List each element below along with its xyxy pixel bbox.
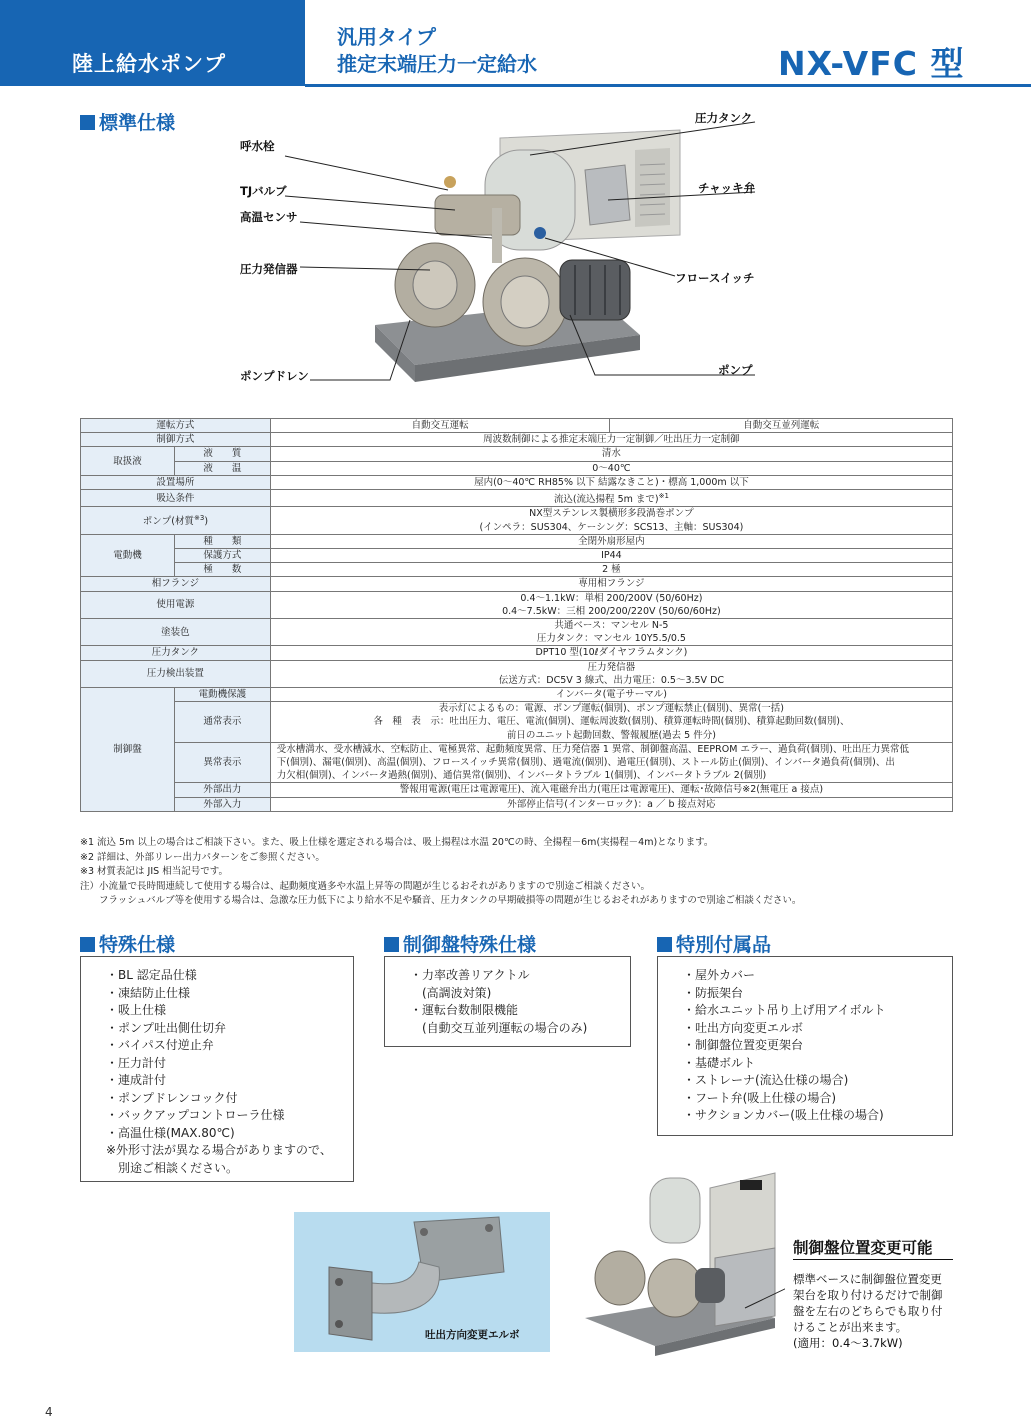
- pipe: [492, 208, 502, 263]
- table-row: [81, 419, 953, 433]
- table-cell: 制御方式: [81, 433, 271, 447]
- panel-change-text: 標準ベースに制御盤位置変更 架台を取り付けるだけで制御 盤を左右のどちらでも取り付 けることが出来ます。 (適用：0.4～3.7kW): [793, 1272, 943, 1350]
- list-item: ・連成計付: [106, 1073, 167, 1087]
- footnote: 注）小流量で長時間連続して使用する場合は、起動頻度過多や水温上昇等の問題が生じるおそれがありますので別途ご相談ください。: [80, 880, 651, 892]
- table-cell: 自動交互並列運転: [610, 419, 953, 433]
- table-cell: 使用電源: [81, 591, 271, 618]
- pump-left: [595, 1251, 645, 1305]
- panel-display: [740, 1180, 762, 1190]
- subtitle: [337, 24, 537, 78]
- table-cell: 電動機: [81, 534, 175, 577]
- list-item: ・ストレーナ(流込仕様の場合): [683, 1073, 849, 1087]
- table-cell: 外部出力: [174, 783, 270, 797]
- panel-change-photo: [575, 1168, 785, 1358]
- table-cell: 制御盤: [81, 688, 175, 812]
- footnotes: [80, 836, 801, 909]
- table-cell: 異常表示: [174, 742, 270, 783]
- table-cell: 清水: [270, 447, 952, 461]
- table-cell: 通常表示: [174, 702, 270, 743]
- section-marker: [80, 937, 95, 952]
- label-tj-valve: TJバルブ: [240, 184, 287, 198]
- table-cell: 相フランジ: [81, 577, 271, 591]
- table-cell: 外部停止信号(インターロック)：a ／ b 接点対応: [270, 797, 952, 811]
- table-cell: インバータ(電子サーマル): [270, 688, 952, 702]
- page-number: 4: [45, 1405, 53, 1419]
- table-cell: 専用相フランジ: [270, 577, 952, 591]
- table-row: [81, 507, 953, 534]
- section-marker: [657, 937, 672, 952]
- list-item: ・圧力計付: [106, 1055, 167, 1070]
- label-priming-plug: 呼水栓: [240, 139, 275, 153]
- list-item: ・ポンプ吐出側仕切弁: [106, 1020, 227, 1035]
- table-cell: 共通ベース：マンセル N-5 圧力タンク：マンセル 10Y5.5/0.5: [270, 619, 952, 646]
- table-row: [81, 742, 953, 783]
- list-item: ・サクションカバー(吸上仕様の場合): [683, 1108, 884, 1122]
- table-cell: 全閉外扇形屋内: [270, 534, 952, 548]
- table-cell: 自動交互運転: [270, 419, 610, 433]
- table-cell: 警報用電源(電圧は電源電圧)、流入電磁弁出力(電圧は電源電圧)、運転･故障信号※2(無電圧 a 接点): [270, 783, 952, 797]
- table-cell: IP44: [270, 548, 952, 562]
- list-item: ・BL 認定品仕様: [106, 968, 197, 982]
- list-item: ・バイパス付逆止弁: [106, 1038, 214, 1052]
- table-row: [81, 619, 953, 646]
- table-cell: 受水槽満水、受水槽減水、空転防止、電極異常、起動頻度異常、圧力発信器 1 異常、制御盤高温、EEPROM エラー、過負荷(個別)、吐出圧力異常低 下(個別)、漏電(個別)、高温(個別)、フロースイッチ異常(個別)、過電流(個別)、過電圧(個別)、ストール防止(個別)、インバータ過負荷(個別)、出 力欠相(個別)、インバータ過熱(個別)、通信異常(個別)、インバータトラブル 1(個別)、インバータトラブル 2(個別): [270, 742, 952, 783]
- footnote: フラッシュバルブ等を使用する場合は、急激な圧力低下により給水不足や騒音、圧力タンクの早期破損等の問題が生じるおそれがありますので別途ご相談ください。: [80, 895, 802, 906]
- subtitle-line2: 推定末端圧力一定給水: [337, 52, 537, 76]
- panel-special-box: [384, 956, 631, 1047]
- table-cell: 液 質: [174, 447, 270, 461]
- table-row: [81, 646, 953, 660]
- table-row: [81, 688, 953, 702]
- table-row: [81, 577, 953, 591]
- flow-switch: [534, 227, 546, 239]
- priming-plug: [444, 176, 456, 188]
- list-item: ・防振架台: [683, 985, 744, 1000]
- table-row: [81, 797, 953, 811]
- label-pump: ポンプ: [718, 363, 753, 377]
- table-cell: 0～40℃: [270, 461, 952, 475]
- list-item: ・基礎ボルト: [683, 1055, 756, 1070]
- list-item: ・フート弁(吸上仕様の場合): [683, 1090, 837, 1105]
- special-note: 別途ご相談ください。: [106, 1160, 239, 1175]
- table-row: [81, 475, 953, 489]
- table-row: [81, 660, 953, 687]
- table-cell: 表示灯によるもの：電源、ポンプ運転(個別)、ポンプ運転禁止(個別)、異常(一括) 各 種 表 示：吐出圧力、電圧、電流(個別)、運転周波数(個別)、積算運転時間(個別)、積算起動回数(個別)、 前日のユニット起動回数、警報履歴(過去 5 件分): [270, 702, 952, 743]
- table-cell: 極 数: [174, 563, 270, 577]
- table-cell: 屋内(0～40℃ RH85% 以下 結露なきこと)・標高 1,000m 以下: [270, 475, 952, 489]
- table-row: [81, 534, 953, 548]
- table-cell: 外部入力: [174, 797, 270, 811]
- list-item: ・吐出方向変更エルボ: [683, 1020, 804, 1035]
- table-cell: 取扱液: [81, 447, 175, 475]
- special-note: ※外形寸法が異なる場合がありますので、: [106, 1143, 332, 1157]
- section-marker: [384, 937, 399, 952]
- page-header: [0, 0, 1031, 93]
- pump-right: [648, 1259, 702, 1317]
- list-item: ・吸上仕様: [106, 1003, 167, 1017]
- table-cell: 電動機保護: [174, 688, 270, 702]
- table-row: [81, 490, 953, 507]
- elbow-caption: 吐出方向変更エルボ: [425, 1329, 520, 1341]
- list-item: ・高温仕様(MAX.80℃): [106, 1125, 235, 1140]
- section-marker: [80, 115, 95, 130]
- label-pressure-tank: 圧力タンク: [695, 111, 753, 125]
- panel-change-title: 制御盤位置変更可能: [793, 1239, 933, 1257]
- table-cell: 種 類: [174, 534, 270, 548]
- table-row: [81, 563, 953, 577]
- table-row: [81, 447, 953, 461]
- accessories-box: [657, 956, 953, 1136]
- table-cell: DPT10 型(10ℓダイヤフラムタンク): [270, 646, 952, 660]
- category-label: 陸上給水ポンプ: [72, 52, 226, 76]
- table-cell: 2 極: [270, 563, 952, 577]
- valve-assembly: [435, 195, 520, 235]
- table-cell: 0.4～1.1kW：単相 200/200V (50/60Hz) 0.4～7.5kW：三相 200/200/220V (50/60/60Hz): [270, 591, 952, 618]
- model-name: NX-VFC 型: [778, 44, 965, 83]
- table-cell: 塗装色: [81, 619, 271, 646]
- spec-table: [80, 418, 953, 812]
- table-cell: 圧力発信器 伝送方式：DC5V 3 線式、出力電圧：0.5～3.5V DC: [270, 660, 952, 687]
- table-cell: ポンプ(材質$^{※3}$): [81, 507, 271, 534]
- table-row: [81, 461, 953, 475]
- elbow-body: [364, 1262, 439, 1313]
- list-item: ・運転台数制限機能: [410, 1003, 519, 1017]
- subtitle-line1: 汎用タイプ: [337, 25, 436, 49]
- list-item: (自動交互並列運転の場合のみ): [410, 1020, 588, 1035]
- table-row: [81, 548, 953, 562]
- label-pressure-transmitter: 圧力発信器: [240, 262, 298, 276]
- table-cell: 吸込条件: [81, 490, 271, 507]
- footnote: ※2 詳細は、外部リレー出力パターンをご参照ください。: [80, 851, 325, 863]
- list-item: ・ポンプドレンコック付: [106, 1090, 238, 1105]
- table-row: [81, 591, 953, 618]
- table-cell: 圧力検出装置: [81, 660, 271, 687]
- footnote: ※1 流込 5m 以上の場合はご相談下さい。また、吸上仕様を選定される場合は、吸上揚程は水温 20℃の時、全揚程－6m(実揚程－4m)となります。: [80, 837, 714, 848]
- list-item: (高調波対策): [410, 985, 492, 1000]
- pressure-tank: [650, 1178, 700, 1243]
- accessories-title: 特別付属品: [657, 930, 771, 957]
- footnote: ※3 材質表記は JIS 相当記号です。: [80, 866, 228, 877]
- heat-sink: [585, 165, 630, 225]
- table-row: [81, 433, 953, 447]
- table-cell: 圧力タンク: [81, 646, 271, 660]
- table-cell: 運転方式: [81, 419, 271, 433]
- table-cell: 設置場所: [81, 475, 271, 489]
- list-item: ・バックアップコントローラ仕様: [106, 1108, 285, 1122]
- motor: [695, 1268, 725, 1303]
- table-cell: 保護方式: [174, 548, 270, 562]
- label-pump-drain: ポンプドレン: [240, 369, 309, 383]
- list-item: ・制御盤位置変更架台: [683, 1038, 804, 1052]
- category-banner: [0, 0, 305, 86]
- table-cell: 液 温: [174, 461, 270, 475]
- list-item: ・凍結防止仕様: [106, 985, 191, 1000]
- table-row: [81, 702, 953, 743]
- panel-special-title: 制御盤特殊仕様: [384, 930, 536, 957]
- elbow-flange-side: [329, 1267, 372, 1340]
- list-item: ・屋外カバー: [683, 968, 756, 982]
- pump-unit-illustration: [230, 110, 760, 395]
- label-flow-switch: フロースイッチ: [675, 271, 755, 285]
- special-spec-title: 特殊仕様: [80, 930, 175, 957]
- label-temp-sensor: 高温センサ: [240, 210, 298, 224]
- list-item: ・給水ユニット吊り上げ用アイボルト: [683, 1003, 886, 1017]
- special-spec-box: [80, 956, 354, 1182]
- table-cell: 流込(流込揚程 5m まで)$^{※1}$: [270, 490, 952, 507]
- pump-unit-diagram: [230, 110, 760, 395]
- table-cell: NX型ステンレス製横形多段渦巻ポンプ (インペラ：SUS304、ケーシング：SCS13、主軸：SUS304): [270, 507, 952, 534]
- header-rule: [305, 84, 1031, 87]
- list-item: ・力率改善リアクトル: [410, 968, 530, 982]
- table-cell: 周波数制御による推定末端圧力一定制御／吐出圧力一定制御: [270, 433, 952, 447]
- table-row: [81, 783, 953, 797]
- label-check-valve: チャッキ弁: [698, 181, 756, 195]
- standard-spec-title: 標準仕様: [80, 108, 175, 135]
- panel-change-rule: [793, 1259, 953, 1260]
